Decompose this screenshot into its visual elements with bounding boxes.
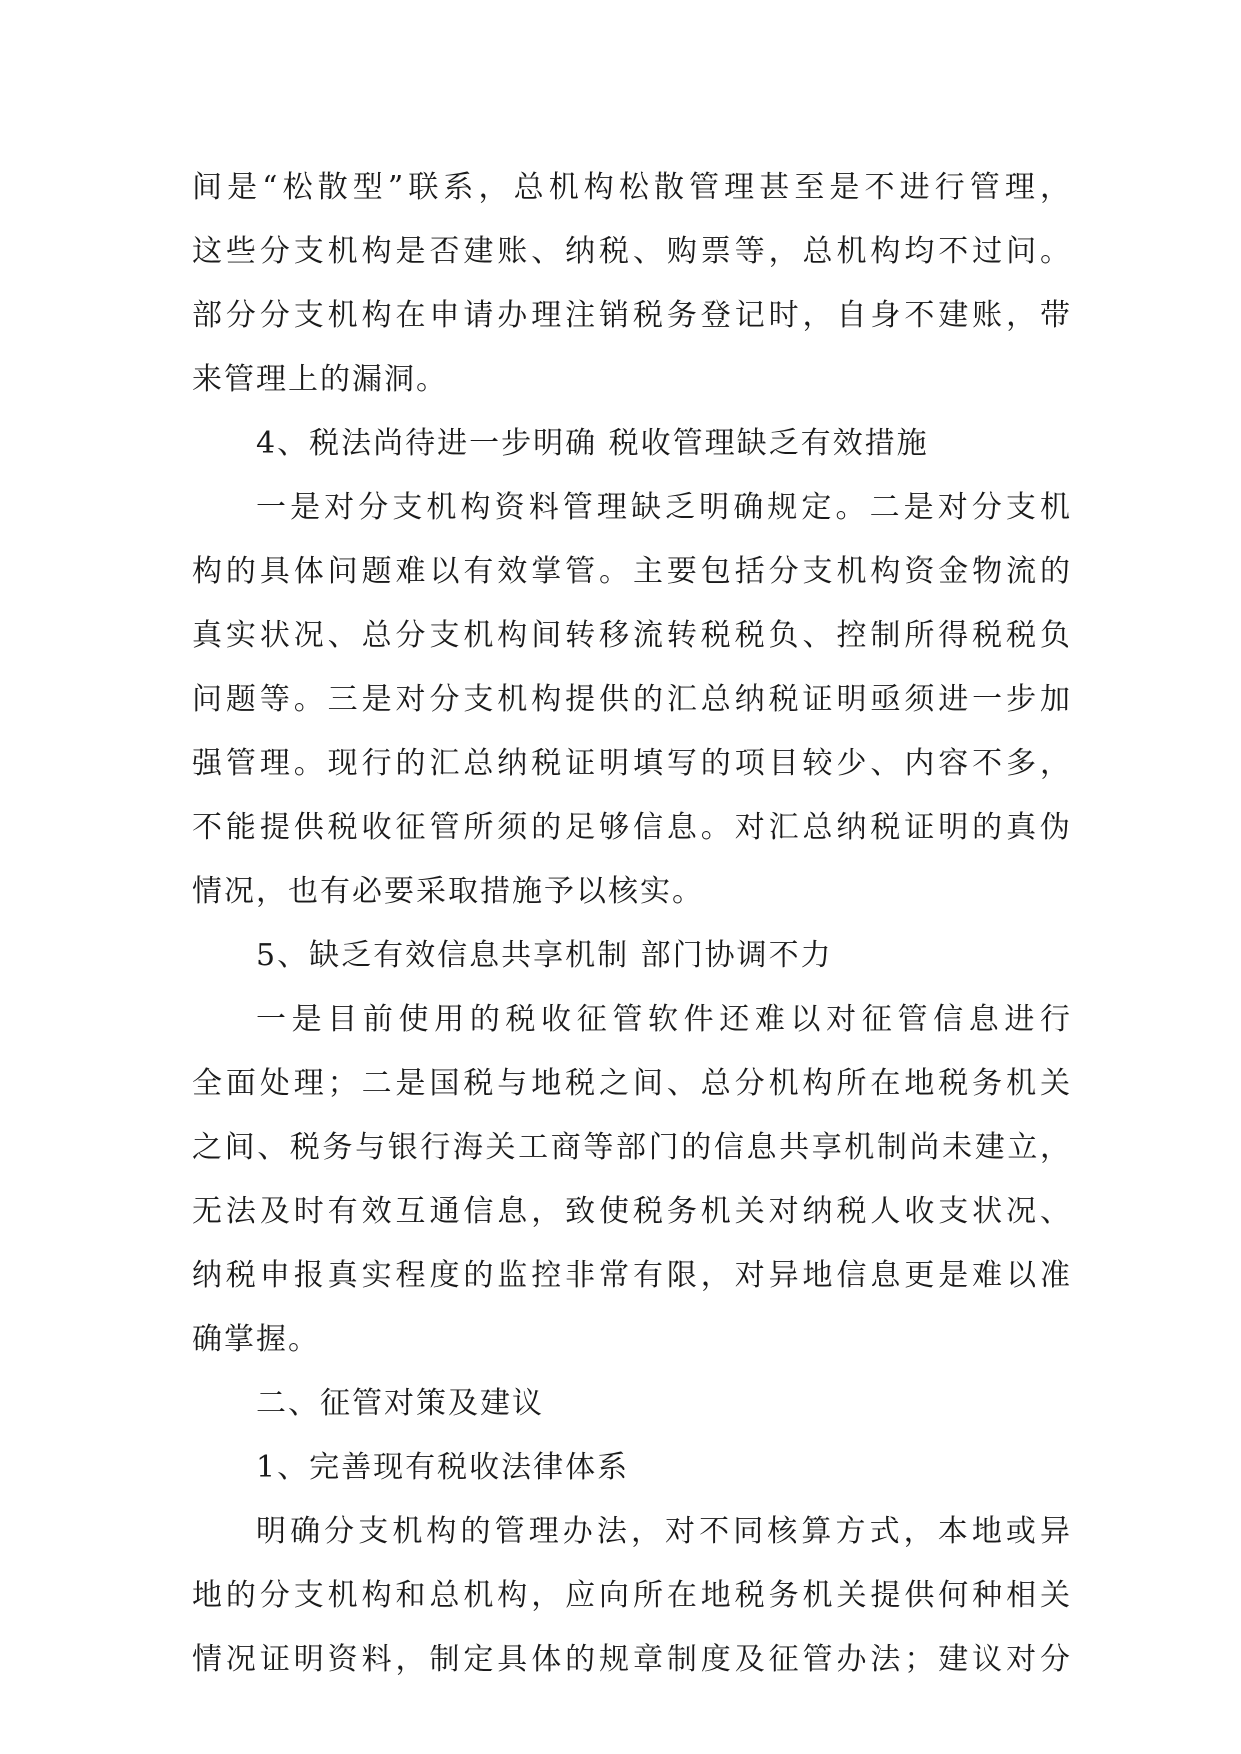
text-line: 纳税申报真实程度的监控非常有限，对异地信息更是难以准 xyxy=(192,1258,1072,1293)
text-line: 一是对分支机构资料管理缺乏明确规定。二是对分支机 xyxy=(256,490,1072,525)
text-line: 问题等。三是对分支机构提供的汇总纳税证明亟须进一步加 xyxy=(192,682,1072,717)
text-line: 强管理。现行的汇总纳税证明填写的项目较少、内容不多， xyxy=(192,746,1072,781)
chapter-heading: 二、征管对策及建议 xyxy=(256,1386,544,1421)
text-line: 这些分支机构是否建账、纳税、购票等，总机构均不过问。 xyxy=(192,234,1072,269)
text-line: 之间、税务与银行海关工商等部门的信息共享机制尚未建立， xyxy=(192,1130,1072,1165)
text-line: 间是“松散型”联系，总机构松散管理甚至是不进行管理， xyxy=(192,170,1072,205)
text-line: 真实状况、总分支机构间转移流转税税负、控制所得税税负 xyxy=(192,618,1072,653)
text-line: 情况证明资料，制定具体的规章制度及征管办法；建议对分 xyxy=(192,1642,1072,1677)
text-line: 构的具体问题难以有效掌管。主要包括分支机构资金物流的 xyxy=(192,554,1072,589)
text-line: 部分分支机构在申请办理注销税务登记时，自身不建账，带 xyxy=(192,298,1072,333)
document-body xyxy=(192,156,1072,1692)
section-heading: 5、缺乏有效信息共享机制 部门协调不力 xyxy=(256,938,833,973)
text-line: 情况，也有必要采取措施予以核实。 xyxy=(192,874,704,909)
text-line: 无法及时有效互通信息，致使税务机关对纳税人收支状况、 xyxy=(192,1194,1072,1229)
text-line: 不能提供税收征管所须的足够信息。对汇总纳税证明的真伪 xyxy=(192,810,1072,845)
section-heading: 1、完善现有税收法律体系 xyxy=(256,1450,630,1485)
text-line: 一是目前使用的税收征管软件还难以对征管信息进行 xyxy=(256,1002,1072,1037)
text-line: 确掌握。 xyxy=(192,1322,320,1357)
text-line: 来管理上的漏洞。 xyxy=(192,362,448,397)
text-line: 全面处理；二是国税与地税之间、总分机构所在地税务机关 xyxy=(192,1066,1072,1101)
text-line: 地的分支机构和总机构，应向所在地税务机关提供何种相关 xyxy=(192,1578,1072,1613)
section-heading: 4、税法尚待进一步明确 税收管理缺乏有效措施 xyxy=(256,426,929,461)
text-line: 明确分支机构的管理办法，对不同核算方式，本地或异 xyxy=(256,1514,1072,1549)
